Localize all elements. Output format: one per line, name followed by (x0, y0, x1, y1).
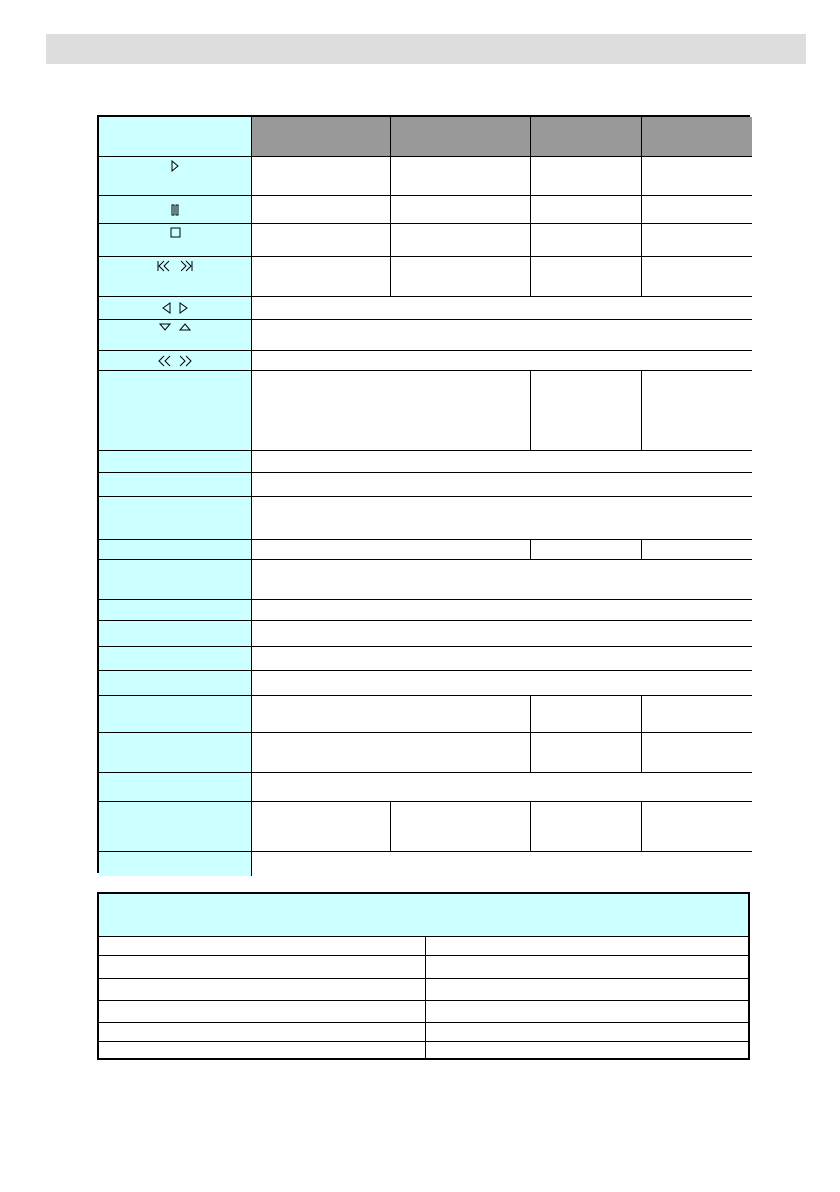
header-bar (46, 34, 806, 64)
row-label (99, 497, 252, 540)
legend-cell-right (426, 1001, 748, 1023)
merged-cell (252, 560, 752, 600)
skip-next-icon (179, 260, 193, 272)
merged-cell (252, 473, 752, 497)
left-arrow-icon (162, 302, 171, 314)
merged-cell (252, 696, 531, 733)
merged-cell (252, 647, 752, 671)
row-label-stop (99, 224, 252, 257)
cell (531, 224, 642, 257)
legend-cell-right (426, 956, 748, 979)
cell (531, 540, 642, 560)
up-arrow-icon (179, 323, 191, 331)
legend-cell-left (99, 1042, 426, 1058)
cell (252, 157, 391, 196)
cell (252, 257, 391, 297)
cell (391, 224, 531, 257)
cell (642, 371, 752, 451)
row-label (99, 473, 252, 497)
merged-cell (252, 733, 531, 773)
cell (531, 257, 642, 297)
cell (391, 157, 531, 196)
legend-title (99, 894, 748, 937)
cell (642, 224, 752, 257)
row-label (99, 647, 252, 671)
merged-cell (252, 540, 531, 560)
cell (642, 157, 752, 196)
row-label (99, 560, 252, 600)
cell (642, 733, 752, 773)
row-label (99, 773, 252, 802)
legend-cell-left (99, 1023, 426, 1042)
cell (252, 196, 391, 224)
fast-forward-icon (179, 355, 193, 367)
cell (531, 733, 642, 773)
play-triangle-icon (171, 160, 179, 172)
row-label-skip (99, 257, 252, 297)
merged-cell (252, 600, 752, 621)
cell (642, 257, 752, 297)
pause-icon (171, 204, 179, 216)
row-label (99, 671, 252, 696)
merged-cell (252, 497, 752, 540)
row-label-rewind-forward (99, 351, 252, 371)
row-label (99, 621, 252, 647)
cell (252, 224, 391, 257)
merged-cell (252, 351, 752, 371)
cell (531, 696, 642, 733)
merged-cell (252, 671, 752, 696)
legend-cell-right (426, 1023, 748, 1042)
header-label-cell (99, 117, 252, 157)
rewind-icon (157, 355, 171, 367)
stop-square-icon (170, 227, 181, 238)
cell (642, 802, 752, 852)
merged-cell (252, 371, 531, 451)
row-label-play (99, 157, 252, 196)
down-arrow-icon (159, 323, 171, 331)
legend-cell-left (99, 979, 426, 1001)
merged-cell (252, 320, 752, 351)
legend-cell-right (426, 1042, 748, 1058)
row-label (99, 852, 252, 876)
header-col-1 (252, 117, 391, 157)
merged-cell (252, 852, 752, 876)
cell (391, 196, 531, 224)
header-col-3 (531, 117, 642, 157)
merged-cell (252, 621, 752, 647)
cell (531, 196, 642, 224)
legend-cell-right (426, 979, 748, 1001)
row-label (99, 600, 252, 621)
legend-cell-left (99, 956, 426, 979)
row-label (99, 733, 252, 773)
row-label-pause (99, 196, 252, 224)
row-label (99, 802, 252, 852)
cell (391, 257, 531, 297)
row-label-down-up (99, 320, 252, 351)
cell (252, 802, 391, 852)
cell (531, 802, 642, 852)
cell (642, 540, 752, 560)
skip-previous-icon (157, 260, 171, 272)
row-label-left-right (99, 297, 252, 320)
merged-cell (252, 773, 752, 802)
header-col-2 (391, 117, 531, 157)
cell (642, 696, 752, 733)
right-arrow-icon (179, 302, 188, 314)
merged-cell (252, 451, 752, 473)
control-table (97, 115, 750, 873)
row-label (99, 696, 252, 733)
row-label (99, 451, 252, 473)
legend-cell-left (99, 937, 426, 956)
cell (531, 371, 642, 451)
row-label (99, 540, 252, 560)
legend-table (97, 892, 750, 1060)
legend-cell-left (99, 1001, 426, 1023)
cell (531, 157, 642, 196)
cell (391, 802, 531, 852)
merged-cell (252, 297, 752, 320)
header-col-4 (642, 117, 752, 157)
row-label (99, 371, 252, 451)
cell (642, 196, 752, 224)
legend-cell-right (426, 937, 748, 956)
